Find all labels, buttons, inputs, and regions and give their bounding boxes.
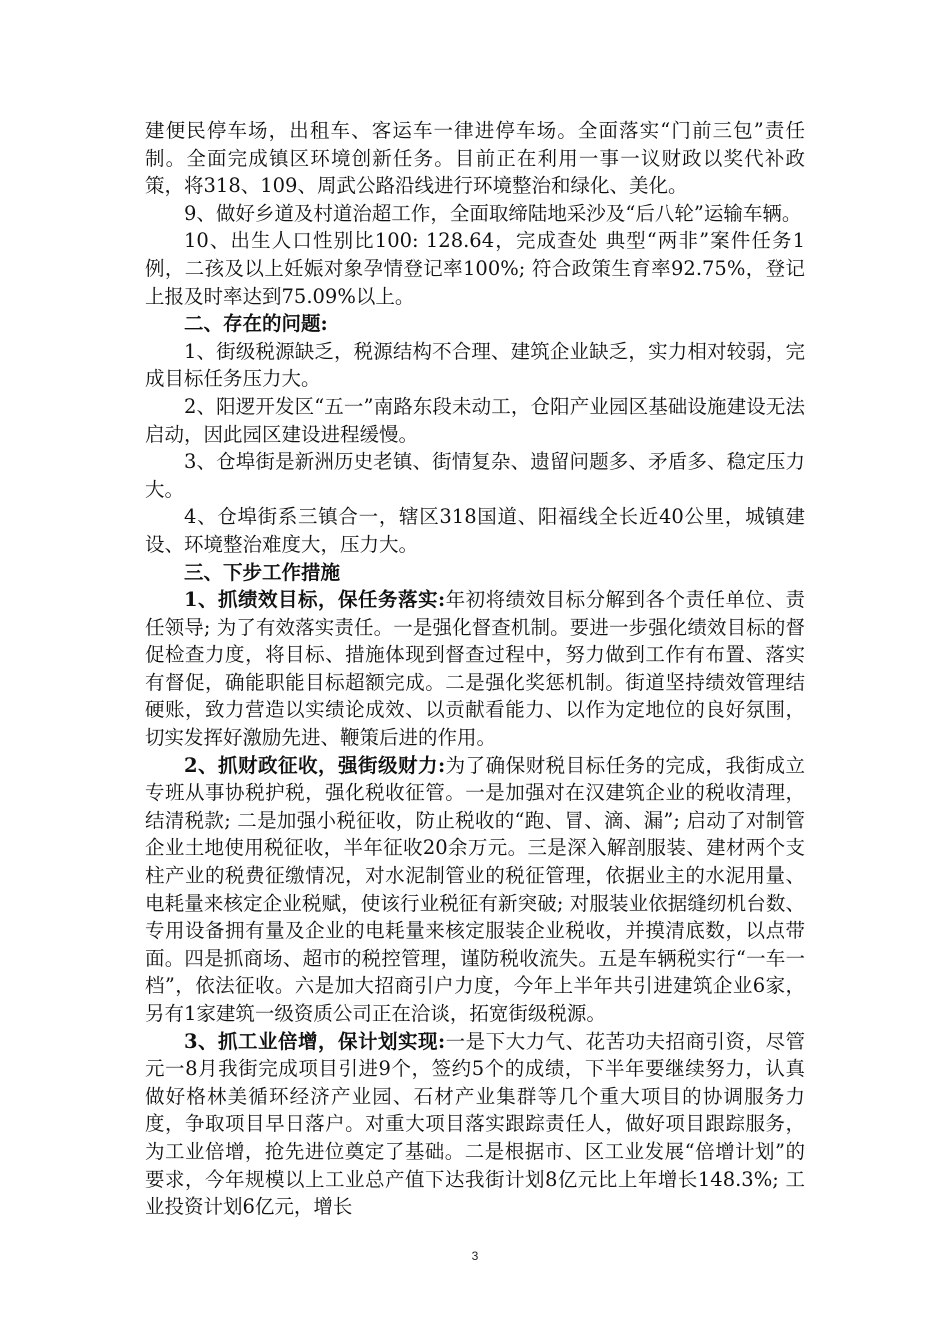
paragraph-environment: 建便民停车场，出租车、客运车一律进停车场。全面落实“门前三包”责任制。全面完成镇区环境创新任务。目前正在利用一事一议财政以奖代补政策，将318、109、周武公路沿线进行环境整治和绿化、美化。	[145, 119, 805, 198]
paragraph-item-9: 9、做好乡道及村道治超工作，全面取缔陆地采沙及“后八轮”运输车辆。	[184, 201, 802, 225]
section-heading-problems: 二、存在的问题:	[184, 312, 328, 336]
page-number: 3	[471, 1249, 479, 1263]
paragraph-item-10: 10、出生人口性别比100: 128.64，完成查处 典型“两非”案件任务1例，二孩及以上妊娠对象孕情登记率100%; 符合政策生育率92.75%，登记上报及时率达到75.09%以上。	[145, 229, 805, 308]
measure-text-1: 年初将绩效目标分解到各个责任单位、责任领导; 为了有效落实责任。一是强化督查机制。要进一步强化绩效目标的督促检查力度，将目标、措施体现到督查过程中，努力做到工作有布置、落实有督促，确能职能目标超额完成。二是强化奖惩机制。街道坚持绩效管理结硬账，致力营造以实绩论成效、以贡献看能力、以作为定地位的良好氛围，切实发挥好激励先进、鞭策后进的作用。	[145, 588, 805, 750]
measure-title-1: 1、抓绩效目标，保任务落实:	[184, 588, 446, 612]
issue-item-3: 3、仓埠街是新洲历史老镇、街情复杂、遗留问题多、矛盾多、稳定压力大。	[145, 450, 805, 501]
measure-text-3: 一是下大力气、花苦功夫招商引资，尽管元一8月我街完成项目引进9个，签约5个的成绩，下半年要继续努力，认真做好格林美循环经济产业园、石材产业集群等几个重大项目的协调服务力度，争取项目早日落户。对重大项目落实跟踪责任人，做好项目跟踪服务，为工业倍增，抢先进位奠定了基础。二是根据市、区工业发展“倍增计划”的要求，今年规模以上工业总产值下达我街计划8亿元比上年增长148.3%; 工业投资计划6亿元，增长	[145, 1029, 805, 1219]
issue-item-1: 1、街级税源缺乏，税源结构不合理、建筑企业缺乏，实力相对较弱，完成目标任务压力大。	[145, 339, 805, 391]
measure-text-2: 为了确保财税目标任务的完成，我街成立专班从事协税护税，强化税收征管。一是加强对在汉建筑企业的税收清理，结清税款; 二是加强小税征收，防止税收的“跑、冒、滴、漏”; 启动了对制管企业土地使用税征收，半年征收20余万元。三是深入解剖服装、建材两个支柱产业的税费征缴情况，对水泥制管业的税征管理，依据业主的水泥用量、电耗量来核定企业税赋，使该行业税征有新突破; 对服装业依据缝纫机台数、专用设备拥有量及企业的电耗量来核定服装企业税收，并摸清底数，以点带面。四是抓商场、超市的税控管理，谨防税收流失。五是车辆税实行“一车一档”，依法征收。六是加大招商引户力度，今年上半年共引进建筑企业6家，另有1家建筑一级资质公司正在洽谈，拓宽街级税源。	[145, 753, 805, 1025]
measure-item-1	[145, 586, 805, 752]
measure-title-2: 2、抓财政征收，强街级财力:	[184, 753, 446, 777]
issue-item-4: 4、仓埠街系三镇合一，辖区318国道、阳福线全长近40公里，城镇建设、环境整治难度大，压力大。	[145, 505, 805, 556]
section-heading-next-steps: 三、下步工作措施	[184, 560, 341, 584]
measure-item-3	[145, 1028, 805, 1221]
issue-item-2: 2、阳逻开发区“五一”南路东段未动工，仓阳产业园区基础设施建设无法启动，因此园区建设进程缓慢。	[145, 394, 805, 446]
measure-title-3: 3、抓工业倍增，保计划实现:	[184, 1029, 446, 1053]
measure-item-2	[145, 752, 805, 1028]
document-body	[145, 117, 805, 1221]
